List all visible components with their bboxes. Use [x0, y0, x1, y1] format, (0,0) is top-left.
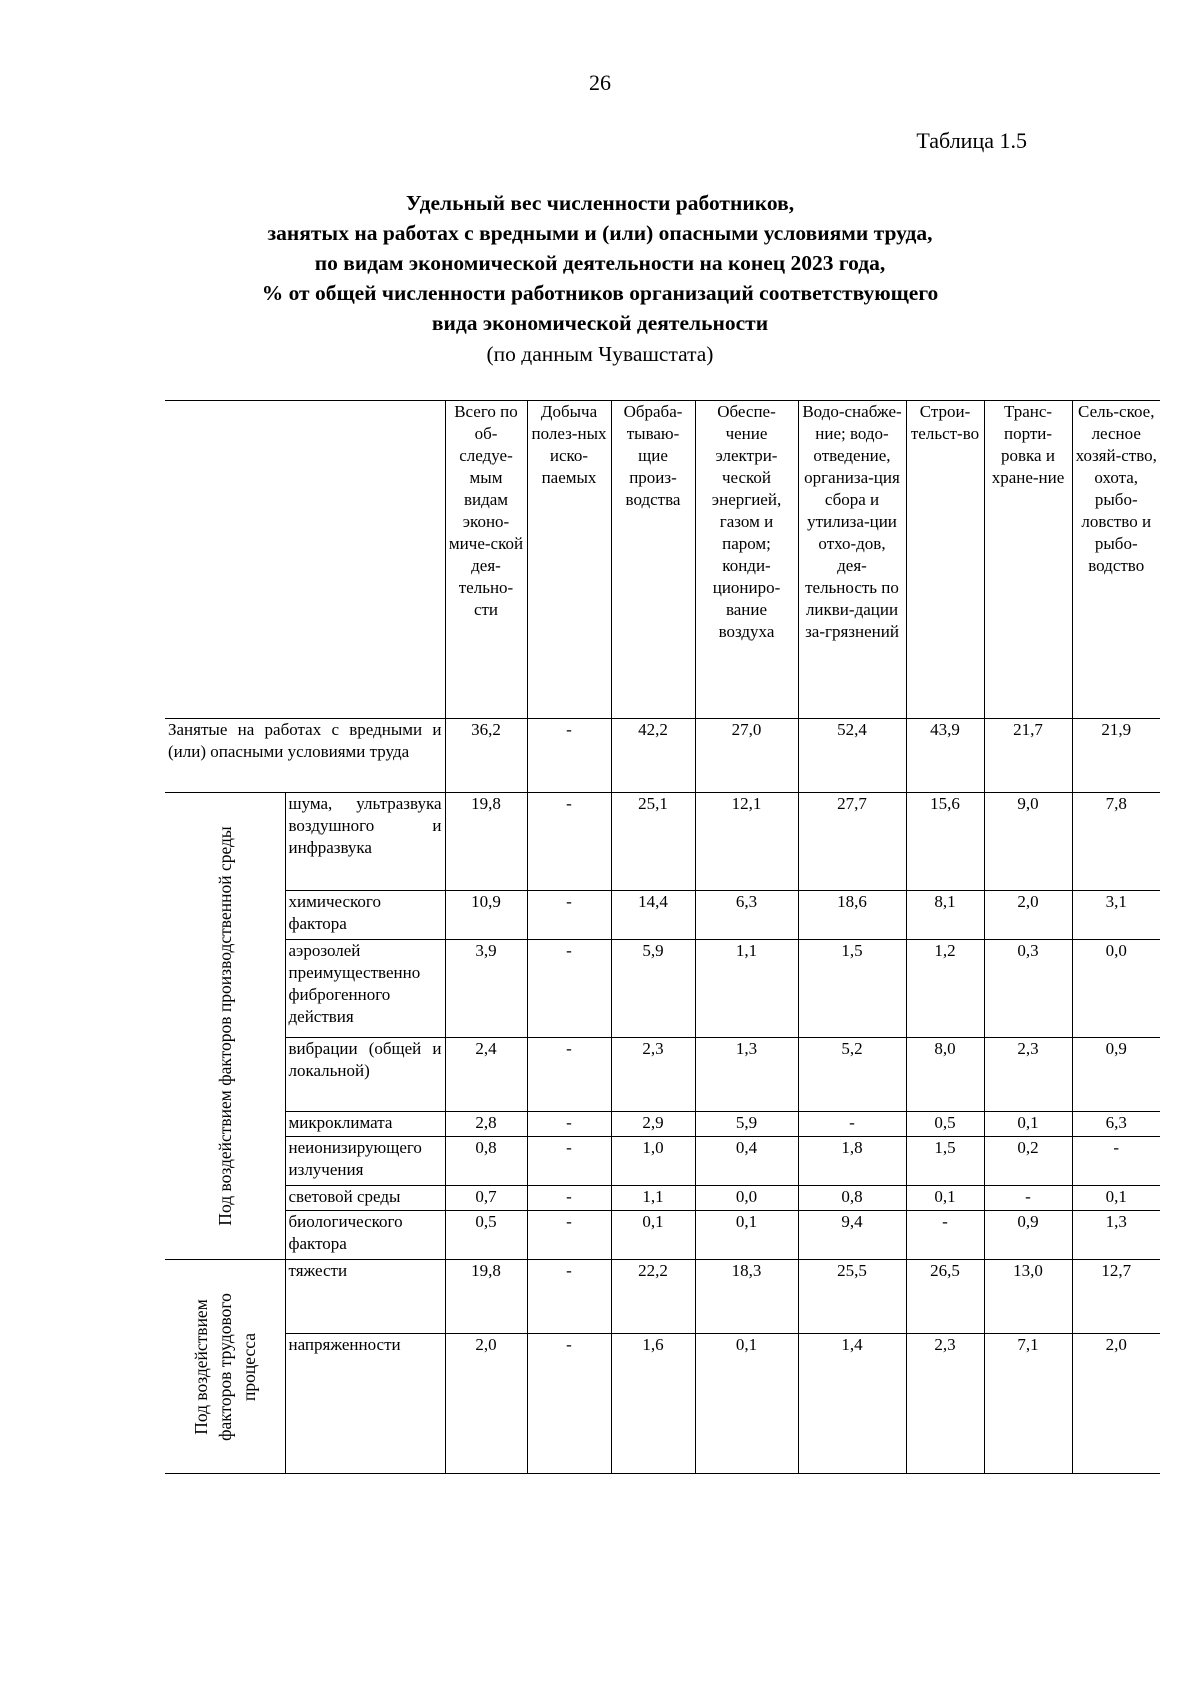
- table-row: [165, 719, 1160, 793]
- table-cell: 52,4: [798, 719, 906, 793]
- row-label: биологического фактора: [285, 1211, 445, 1260]
- table-title: [150, 188, 1050, 338]
- table-cell: 0,9: [1072, 1038, 1160, 1112]
- table-row: [165, 793, 1160, 891]
- table-cell: 0,1: [1072, 1186, 1160, 1211]
- table-cell: 7,8: [1072, 793, 1160, 891]
- table-cell: -: [527, 1038, 611, 1112]
- table-cell: 27,7: [798, 793, 906, 891]
- table-cell: -: [527, 940, 611, 1038]
- row-label: тяжести: [285, 1260, 445, 1334]
- column-header: Добыча полез-ных иско-паемых: [527, 401, 611, 719]
- table-cell: 0,0: [1072, 940, 1160, 1038]
- table-cell: 0,8: [798, 1186, 906, 1211]
- table-cell: 1,0: [611, 1137, 695, 1186]
- header-row: [165, 401, 1160, 719]
- table-cell: 1,5: [798, 940, 906, 1038]
- row-label: вибрации (общей и локальной): [285, 1038, 445, 1112]
- table-cell: 26,5: [906, 1260, 984, 1334]
- column-header: Водо-снабже-ние; водо-отведение, организа-ция сбора и утилиза-ции отхо-дов, дея-тельность по ликви-дации за-грязнений: [798, 401, 906, 719]
- table-cell: 0,5: [445, 1211, 527, 1260]
- table-cell: 6,3: [695, 891, 798, 940]
- table-cell: 0,1: [984, 1112, 1072, 1137]
- row-label: неионизирующего излучения: [285, 1137, 445, 1186]
- table-cell: 2,3: [611, 1038, 695, 1112]
- table-row: [165, 1137, 1160, 1186]
- table-cell: -: [527, 1334, 611, 1474]
- group-label: Под воздействием факторов производственной среды: [214, 826, 235, 1226]
- table-cell: 9,0: [984, 793, 1072, 891]
- table-cell: 3,1: [1072, 891, 1160, 940]
- table-label: Таблица 1.5: [916, 128, 1027, 153]
- table-cell: 5,2: [798, 1038, 906, 1112]
- table-cell: 0,1: [611, 1211, 695, 1260]
- table-cell: 13,0: [984, 1260, 1072, 1334]
- table-cell: 2,0: [445, 1334, 527, 1474]
- table-cell: 42,2: [611, 719, 695, 793]
- table-cell: 25,5: [798, 1260, 906, 1334]
- table-cell: 12,7: [1072, 1260, 1160, 1334]
- table-cell: -: [527, 719, 611, 793]
- table-cell: 43,9: [906, 719, 984, 793]
- table-cell: -: [798, 1112, 906, 1137]
- title-line: % от общей численности работников организаций соответствующего: [261, 281, 939, 305]
- table-cell: 1,4: [798, 1334, 906, 1474]
- column-header: Сель-ское, лесное хозяй-ство, охота, рыбо-ловство и рыбо-водство: [1072, 401, 1160, 719]
- row-label: аэрозолей преимущественно фиброгенного действия: [285, 940, 445, 1038]
- group-label-cell: [165, 1260, 285, 1474]
- table-cell: 0,2: [984, 1137, 1072, 1186]
- row-label: напряженности: [285, 1334, 445, 1474]
- table-cell: 36,2: [445, 719, 527, 793]
- table-cell: 2,3: [906, 1334, 984, 1474]
- table-cell: 1,3: [1072, 1211, 1160, 1260]
- table-cell: 15,6: [906, 793, 984, 891]
- table-cell: 1,8: [798, 1137, 906, 1186]
- group-label-cell: [165, 793, 285, 1260]
- title-line: вида экономической деятельности: [431, 311, 769, 335]
- table-cell: 0,1: [695, 1334, 798, 1474]
- table-cell: 10,9: [445, 891, 527, 940]
- column-header: Строи-тельст-во: [906, 401, 984, 719]
- table-cell: 2,0: [984, 891, 1072, 940]
- table-cell: 18,6: [798, 891, 906, 940]
- table-row: [165, 1334, 1160, 1474]
- table-row: [165, 1186, 1160, 1211]
- table-row: [165, 1260, 1160, 1334]
- table-cell: 18,3: [695, 1260, 798, 1334]
- table-cell: 0,0: [695, 1186, 798, 1211]
- table-cell: 2,3: [984, 1038, 1072, 1112]
- row-label: химического фактора: [285, 891, 445, 940]
- table-cell: 22,2: [611, 1260, 695, 1334]
- table-cell: -: [527, 1112, 611, 1137]
- table-cell: 2,9: [611, 1112, 695, 1137]
- table-cell: 21,7: [984, 719, 1072, 793]
- table-cell: 14,4: [611, 891, 695, 940]
- table-cell: -: [527, 891, 611, 940]
- table-cell: -: [527, 1211, 611, 1260]
- table-cell: 1,3: [695, 1038, 798, 1112]
- title-line: по видам экономической деятельности на конец 2023 года,: [314, 251, 886, 275]
- table-cell: 0,9: [984, 1211, 1072, 1260]
- table-cell: 0,4: [695, 1137, 798, 1186]
- table-cell: 21,9: [1072, 719, 1160, 793]
- table-cell: 0,1: [906, 1186, 984, 1211]
- data-table: [165, 400, 1160, 1474]
- header-corner-cell: [165, 401, 445, 719]
- table-cell: 7,1: [984, 1334, 1072, 1474]
- table-cell: 8,1: [906, 891, 984, 940]
- table-cell: 0,1: [695, 1211, 798, 1260]
- row-label: световой среды: [285, 1186, 445, 1211]
- table-cell: 19,8: [445, 1260, 527, 1334]
- table-cell: -: [1072, 1137, 1160, 1186]
- table-cell: 1,1: [611, 1186, 695, 1211]
- table-cell: 6,3: [1072, 1112, 1160, 1137]
- table-cell: -: [527, 1137, 611, 1186]
- title-line: занятых на работах с вредными и (или) опасными условиями труда,: [267, 221, 933, 245]
- column-header: Обраба-тываю-щие произ-водства: [611, 401, 695, 719]
- table-cell: 1,2: [906, 940, 984, 1038]
- page-number: 26: [589, 70, 611, 95]
- table-cell: -: [527, 793, 611, 891]
- table-cell: 1,6: [611, 1334, 695, 1474]
- table-cell: 0,8: [445, 1137, 527, 1186]
- table-cell: 0,7: [445, 1186, 527, 1211]
- table-cell: 5,9: [611, 940, 695, 1038]
- table-row: [165, 1112, 1160, 1137]
- table-row: [165, 1038, 1160, 1112]
- table-cell: -: [527, 1186, 611, 1211]
- row-label: Занятые на работах с вредными и (или) опасными условиями труда: [165, 719, 445, 793]
- row-label: шума, ультразвука воздушного и инфразвука: [285, 793, 445, 891]
- title-line: Удельный вес численности работников,: [405, 191, 795, 215]
- table-source: (по данным Чувашстата): [486, 342, 714, 366]
- table-row: [165, 891, 1160, 940]
- table-cell: 0,3: [984, 940, 1072, 1038]
- table-row: [165, 940, 1160, 1038]
- table-cell: -: [527, 1260, 611, 1334]
- table-cell: 27,0: [695, 719, 798, 793]
- column-header: Транс-порти-ровка и хране-ние: [984, 401, 1072, 719]
- row-label: микроклимата: [285, 1112, 445, 1137]
- column-header: Всего по об-следуе-мым видам эконо-миче-ской дея-тельно-сти: [445, 401, 527, 719]
- table-row: [165, 1211, 1160, 1260]
- table-cell: 8,0: [906, 1038, 984, 1112]
- table-cell: 12,1: [695, 793, 798, 891]
- table-cell: 1,1: [695, 940, 798, 1038]
- table-cell: 5,9: [695, 1112, 798, 1137]
- table-cell: 0,5: [906, 1112, 984, 1137]
- table-cell: 25,1: [611, 793, 695, 891]
- group-label: Под воздействием факторов трудового процесса: [190, 1292, 259, 1441]
- table-cell: 9,4: [798, 1211, 906, 1260]
- table-cell: 2,4: [445, 1038, 527, 1112]
- column-header: Обеспе-чение электри-ческой энергией, газом и паром; конди-циониро-вание воздуха: [695, 401, 798, 719]
- table-cell: -: [984, 1186, 1072, 1211]
- table-cell: 2,8: [445, 1112, 527, 1137]
- table-cell: -: [906, 1211, 984, 1260]
- table-cell: 2,0: [1072, 1334, 1160, 1474]
- table-cell: 19,8: [445, 793, 527, 891]
- table-cell: 1,5: [906, 1137, 984, 1186]
- table-cell: 3,9: [445, 940, 527, 1038]
